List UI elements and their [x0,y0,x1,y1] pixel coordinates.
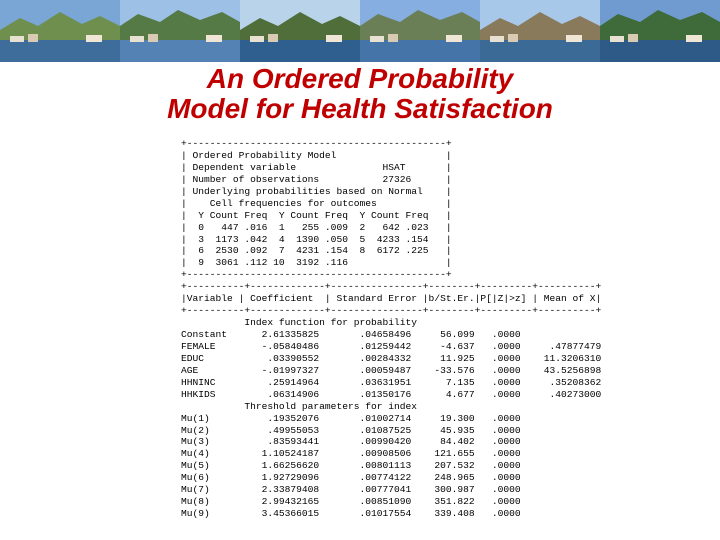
output-line: | Dependent variable HSAT | [181,161,452,173]
lakeside-promenade-photo [240,0,360,62]
village-harbor-photo [480,0,600,62]
output-line: Mu(6) 1.92729096 .00774122 248.965 .0000 [181,472,521,484]
lake-mountains-photo [120,0,240,62]
output-line: Mu(1) .19352076 .01002714 19.300 .0000 [181,412,521,424]
output-line: +---------------------------------------------+ [181,269,452,281]
output-line: Constant 2.61335825 .04658496 56.099 .0000 [181,329,521,340]
output-line: HHNINC .25914964 .03631951 7.135 .0000 .35208362 [181,376,602,388]
output-line: FEMALE -.05840486 .01259442 -4.637 .0000 .47877479 [181,340,602,352]
slide-title [0,64,720,124]
output-line: Index function for probability [181,317,418,329]
lakeside-town-photo [0,0,120,62]
title-line-1: An Ordered Probability [206,63,514,94]
output-line: +---------------------------------------------+ [181,138,452,149]
output-line: AGE -.01997327 .00059487 -33.576 .0000 43.5256898 [181,364,602,376]
lake-panorama-photo [360,0,480,62]
output-line: |Variable | Coefficient | Standard Error |b/St.Er.|P[|Z|>z] | Mean of X| [181,293,602,305]
output-line: Mu(5) 1.66256620 .00801113 207.532 .0000 [181,460,521,472]
output-line: | 9 3061 .112 10 3192 .116 | [181,257,452,269]
output-line: EDUC .03390552 .00284332 11.925 .0000 11.3206310 [181,352,602,364]
output-line: | Y Count Freq Y Count Freq Y Count Freq | [181,209,452,221]
output-line: Mu(4) 1.10524187 .00908506 121.655 .0000 [181,448,521,460]
output-line: Mu(8) 2.99432165 .00851090 351.822 .0000 [181,496,521,508]
output-line: | 3 1173 .042 4 1390 .050 5 4233 .154 | [181,233,452,245]
output-line: Mu(7) 2.33879408 .00777041 300.987 .0000 [181,484,521,496]
output-line: +----------+-------------+----------------+--------+---------+----------+ [181,305,602,317]
output-line: | Ordered Probability Model | [181,149,452,161]
output-line: +----------+-------------+----------------+--------+---------+----------+ [181,281,602,293]
output-line: | Number of observations 27326 | [181,173,452,185]
title-line-2: Model for Health Satisfaction [167,93,553,124]
output-line: | Cell frequencies for outcomes | [181,197,452,209]
alpine-lake-photo [600,0,720,62]
photo-banner [0,0,720,62]
output-line: HHKIDS .06314906 .01350176 4.677 .0000 .40273000 [181,388,602,400]
output-line: | 0 447 .016 1 255 .009 2 642 .023 | [181,221,452,233]
output-line: | 6 2530 .092 7 4231 .154 8 6172 .225 | [181,245,452,257]
output-line: | Underlying probabilities based on Normal | [181,185,452,197]
output-line: Threshold parameters for index [181,400,418,412]
output-line: Mu(3) .83593441 .00990420 84.402 .0000 [181,436,521,448]
output-line: Mu(9) 3.45366015 .01017554 339.408 .0000 [181,508,521,520]
output-line: Mu(2) .49955053 .01087525 45.935 .0000 [181,424,521,436]
regression-output [181,138,601,520]
